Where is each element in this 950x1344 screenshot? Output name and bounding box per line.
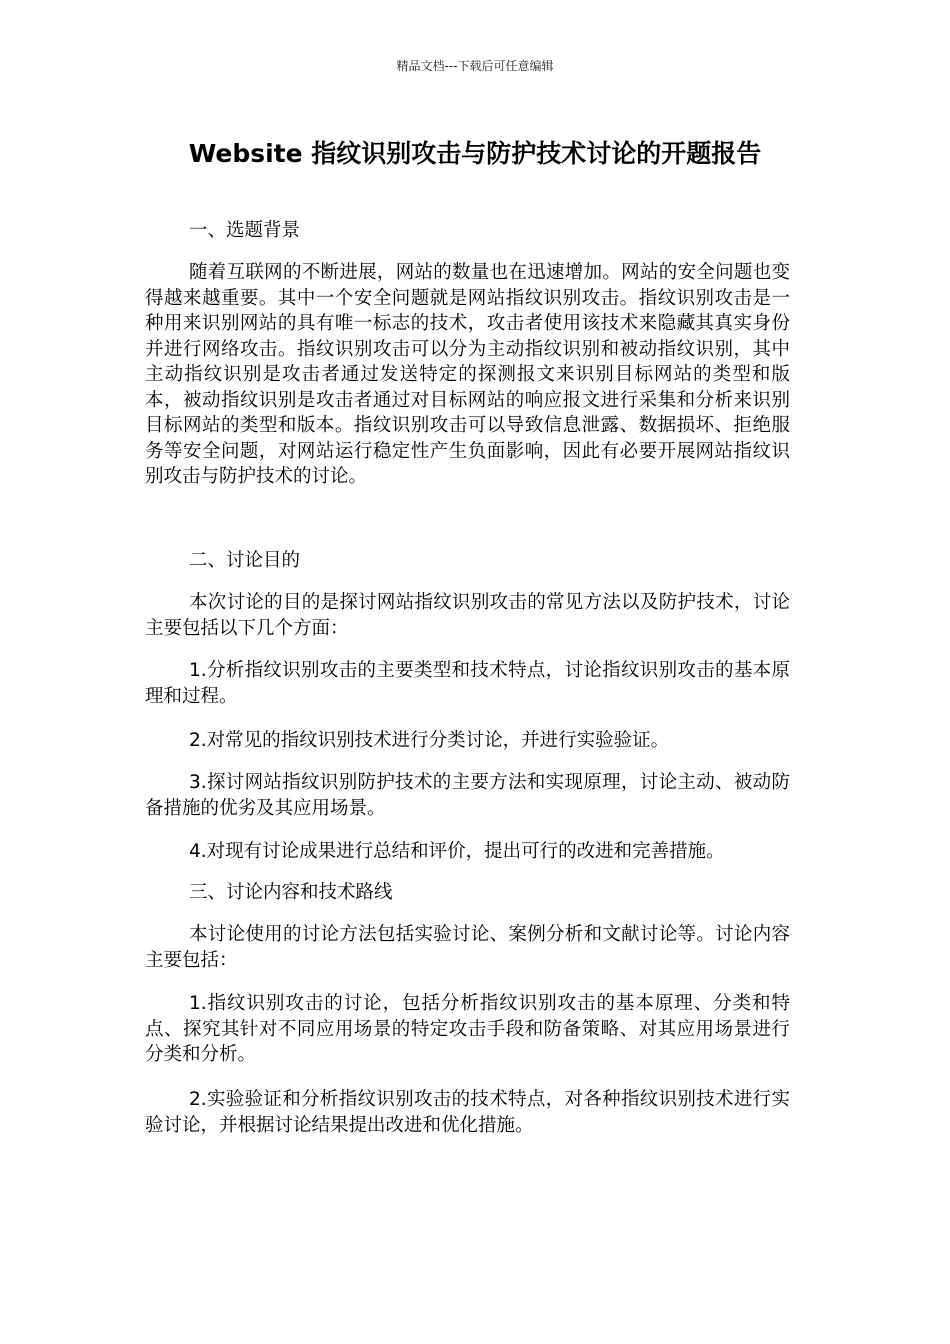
section-3-intro: 本讨论使用的讨论方法包括实验讨论、案例分析和文献讨论等。讨论内容主要包括： [145,924,790,971]
section-2-item-1: 1.分析指纹识别攻击的主要类型和技术特点，讨论指纹识别攻击的基本原理和过程。 [145,660,790,707]
document-title: Website 指纹识别攻击与防护技术讨论的开题报告 [188,139,762,168]
section-1-heading: 一、选题背景 [189,220,301,241]
section-3-heading: 三、讨论内容和技术路线 [189,882,393,903]
section-2-heading: 二、讨论目的 [189,550,301,571]
section-3-item-2: 2.实验验证和分析指纹识别攻击的技术特点，对各种指纹识别技术进行实验讨论，并根据讨论结果提出改进和优化措施。 [145,1089,790,1136]
section-2-item-4: 4.对现有讨论成果进行总结和评价，提出可行的改进和完善措施。 [189,841,725,862]
section-3-item-1: 1.指纹识别攻击的讨论，包括分析指纹识别攻击的基本原理、分类和特点、探究其针对不同应用场景的特定攻击手段和防备策略、对其应用场景进行分类和分析。 [145,993,790,1065]
section-1-paragraph: 随着互联网的不断进展，网站的数量也在迅速增加。网站的安全问题也变得越来越重要。其中一个安全问题就是网站指纹识别攻击。指纹识别攻击是一种用来识别网站的具有唯一标志的技术，攻击者使用该技术来隐藏其真实身份并进行网络攻击。指纹识别攻击可以分为主动指纹识别和被动指纹识别，其中主动指纹识别是攻击者通过发送特定的探测报文来识别目标网站的类型和版本，被动指纹识别是攻击者通过对目标网站的响应报文进行采集和分析来识别目标网站的类型和版本。指纹识别攻击可以导致信息泄露、数据损坏、拒绝服务等安全问题，对网站运行稳定性产生负面影响，因此有必要开展网站指纹识别攻击与防护技术的讨论。 [145,262,790,487]
section-2-item-3: 3.探讨网站指纹识别防护技术的主要方法和实现原理，讨论主动、被动防备措施的优劣及其应用场景。 [145,772,790,819]
section-2-item-2: 2.对常见的指纹识别技术进行分类讨论，并进行实验验证。 [189,730,670,751]
header-note: 精品文档---下载后可任意编辑 [396,59,554,73]
section-2-intro: 本次讨论的目的是探讨网站指纹识别攻击的常见方法以及防护技术，讨论主要包括以下几个方面： [145,592,790,639]
